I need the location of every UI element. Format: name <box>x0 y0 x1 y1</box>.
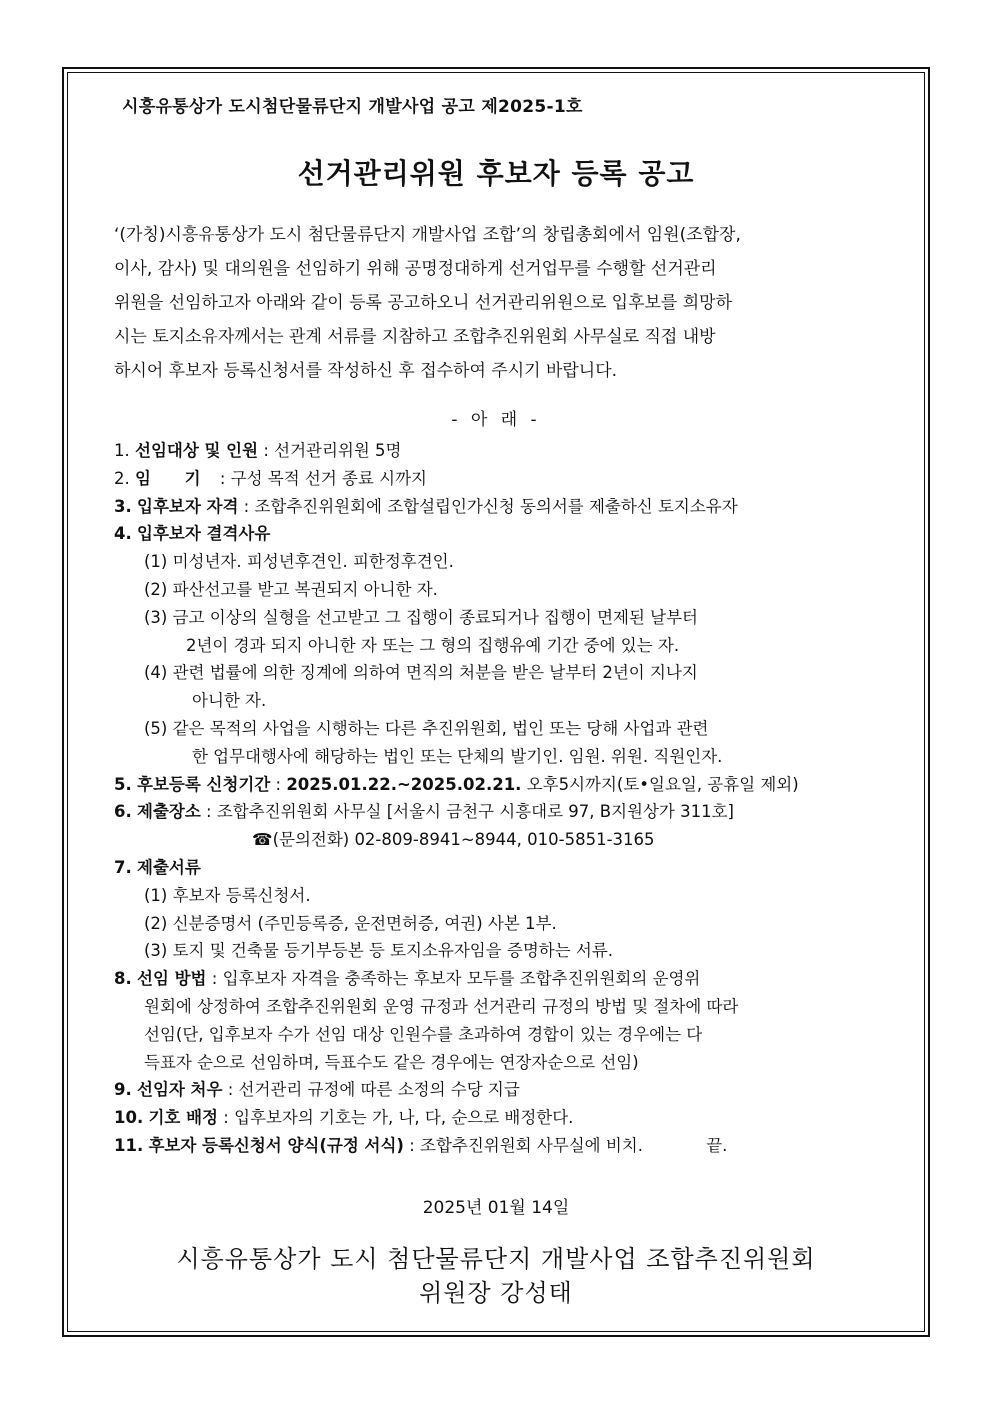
item-label: 입후보자 결격사유 <box>137 524 271 544</box>
item-text: 입후보자의 기호는 가, 나, 다, 순으로 배정한다. <box>234 1108 574 1128</box>
item-8 <box>114 965 884 993</box>
sub-item-continued: 아니한 자. <box>192 691 267 711</box>
item-2 <box>114 465 884 493</box>
item-text: 조합추진위원회 사무실에 비치. <box>420 1135 643 1155</box>
item-number: 4. <box>114 524 132 544</box>
sub-item-continued: 한 업무대행사에 해당하는 법인 또는 단체의 발기인. 임원. 위원. 직원인자. <box>192 746 723 766</box>
phone-text: (문의전화) 02-809-8941~8944, 010-5851-3165 <box>272 830 655 850</box>
item-number: 10. <box>114 1108 144 1128</box>
separator: : <box>263 441 269 460</box>
item-11 <box>114 1132 884 1160</box>
separator: : <box>275 774 282 794</box>
sub-item: (3) 토지 및 건축물 등기부등본 등 토지소유자임을 증명하는 서류. <box>144 941 614 961</box>
item-number: 2. <box>114 468 130 488</box>
end-mark: 끝. <box>706 1135 728 1155</box>
item-10 <box>114 1104 884 1132</box>
sub-item: (2) 파산선고를 받고 복권되지 아니한 자. <box>144 579 438 599</box>
item-1 <box>114 437 884 465</box>
intro-line: 하시어 후보자 등록신청서를 작성하신 후 접수하여 주시기 바랍니다. <box>114 361 618 381</box>
separator: : <box>206 802 212 822</box>
item-6 <box>114 798 884 826</box>
item-text-continued: 선임(단, 입후보자 수가 선임 대상 인원수를 초과하여 경합이 있는 경우에는 다 <box>144 1024 703 1044</box>
intro-line: 시는 토지소유자께서는 관계 서류를 지참하고 조합추진위원회 사무실로 직접 내방 <box>114 327 716 347</box>
item-text: 오후5시까지(토•일요일, 공휴일 제외) <box>526 774 799 794</box>
item-label: 제출장소 <box>137 802 201 822</box>
item-number: 7. <box>114 857 132 877</box>
item-text-continued: 원회에 상정하여 조합추진위원회 운영 규정과 선거관리 규정의 방법 및 절차에 따라 <box>144 996 739 1016</box>
item-number: 1. <box>114 441 130 460</box>
intro-line: 위원을 선임하고자 아래와 같이 등록 공고하오니 선거관리위원으로 입후보를 희망하 <box>114 293 732 313</box>
item-label: 후보등록 신청기간 <box>137 774 271 794</box>
item-label: 입후보자 자격 <box>137 496 239 516</box>
issuer-chair: 위원장 강성태 <box>419 1279 573 1307</box>
item-text: 구성 목적 선거 종료 시까지 <box>230 468 427 488</box>
item-9 <box>114 1076 884 1104</box>
item-label: 선임대상 및 인원 <box>135 441 259 460</box>
item-label: 선임 방법 <box>137 969 207 989</box>
separator: : <box>409 1135 415 1155</box>
item-text: 조합추진위원회 사무실 [서울시 금천구 시흥대로 97, B지원상가 311호] <box>216 802 734 822</box>
item-text-continued: 득표자 순으로 선임하며, 득표수도 같은 경우에는 연장자순으로 선임) <box>144 1052 639 1072</box>
item-number: 5. <box>114 774 132 794</box>
sub-item: (3) 금고 이상의 실형을 선고받고 그 집행이 종료되거나 집행이 면제된 날부터 <box>144 607 698 627</box>
item-label: 선임자 처우 <box>137 1080 223 1100</box>
separator: : <box>223 1108 229 1128</box>
item-text: 조합추진위원회에 조합설립인가신청 동의서를 제출하신 토지소유자 <box>254 496 738 516</box>
notice-date: 2025년 01월 14일 <box>422 1198 570 1218</box>
issuer-organization: 시흥유통상가 도시 첨단물류단지 개발사업 조합추진위원회 <box>176 1245 816 1273</box>
sub-item-continued: 2년이 경과 되지 아니한 자 또는 그 형의 집행유예 기간 중에 있는 자. <box>186 635 680 655</box>
item-text: 선거관리 규정에 따른 소정의 수당 지급 <box>238 1080 520 1100</box>
item-text: 입후보자 자격을 충족하는 후보자 모두를 조합추진위원회의 운영위 <box>222 969 701 989</box>
notice-items <box>114 437 884 1160</box>
sub-item: (1) 후보자 등록신청서. <box>144 885 311 905</box>
item-label: 후보자 등록신청서 양식(규정 서식) <box>148 1135 404 1155</box>
separator: : <box>219 468 226 488</box>
issuer <box>0 1242 992 1310</box>
item-label: 임 기 <box>135 468 215 488</box>
phone-icon: ☎ <box>252 830 273 850</box>
item-number: 8. <box>114 969 132 989</box>
contact-phone <box>114 826 884 854</box>
sub-item: (5) 같은 목적의 사업을 시행하는 다른 추진위원회, 법인 또는 당해 사업과 관련 <box>144 718 709 738</box>
item-number: 3. <box>114 496 132 516</box>
intro-paragraph <box>114 218 894 388</box>
item-4 <box>114 520 884 548</box>
sub-item: (2) 신분증명서 (주민등록증, 운전면허증, 여권) 사본 1부. <box>144 913 557 933</box>
item-number: 11. <box>114 1135 144 1155</box>
item-number: 9. <box>114 1080 132 1100</box>
item-text: 선거관리위원 5명 <box>274 441 402 460</box>
sub-item: (1) 미성년자. 피성년후견인. 피한정후견인. <box>144 552 454 572</box>
intro-line: 이사, 감사) 및 대의원을 선임하기 위해 공명정대하게 선거업무를 수행할 선거관리 <box>114 259 717 279</box>
separator: : <box>227 1080 234 1100</box>
page-title: 선거관리위원 후보자 등록 공고 <box>297 157 695 190</box>
item-label: 제출서류 <box>137 857 201 877</box>
section-heading-arae: - 아 래 - <box>451 410 541 430</box>
item-number: 6. <box>114 802 132 822</box>
date-range: 2025.01.22.~2025.02.21. <box>286 774 522 794</box>
separator: : <box>211 969 218 989</box>
intro-line: ‘(가칭)시흥유통상가 도시 첨단물류단지 개발사업 조합’의 창립총회에서 임원(조합장, <box>114 225 741 245</box>
item-5 <box>114 771 884 799</box>
separator: : <box>243 496 250 516</box>
sub-item: (4) 관련 법률에 의한 징계에 의하여 면직의 처분을 받은 날부터 2년이 지나지 <box>144 663 698 683</box>
item-7 <box>114 854 884 882</box>
notice-number: 시흥유통상가 도시첨단물류단지 개발사업 공고 제2025-1호 <box>122 97 583 117</box>
item-label: 기호 배정 <box>148 1108 218 1128</box>
item-3 <box>114 493 884 521</box>
